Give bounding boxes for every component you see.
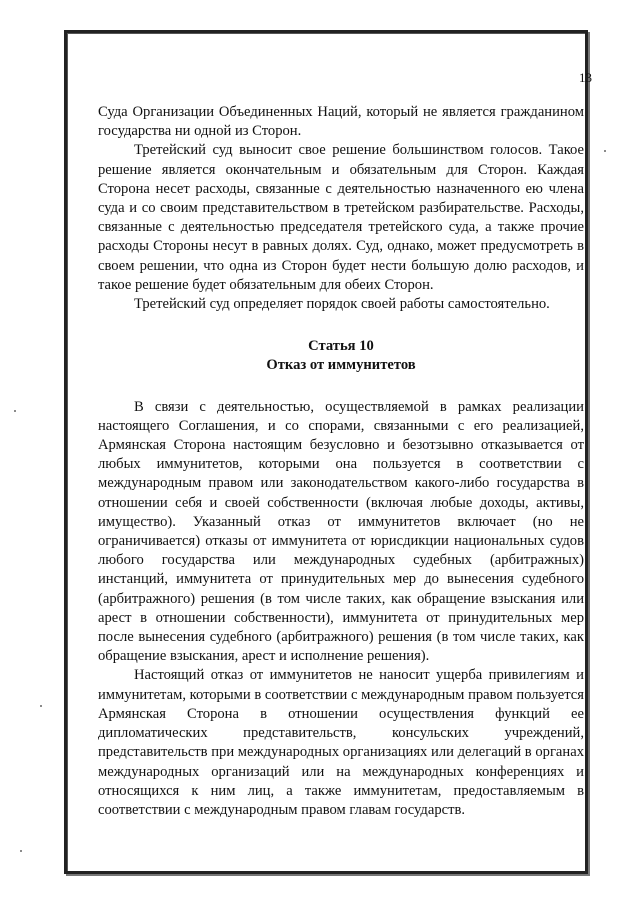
paragraph-continuation: Суда Организации Объединенных Наций, который не является гражданином государства ни одной из Сторон. [98,104,584,140]
paragraph-arbitration-decision: Третейский суд выносит свое решение большинством голосов. Такое решение является окончательным и обязательным для Сторон. Каждая Сторона несет расходы, связанные с деятельностью назначенного ею члена суда и со своим представительством в третейском разбирательстве. Расходы, связанные с деятельностью председателя третейского суда, а также прочие расходы Стороны несут в равных долях. Суд, однако, может предусмотреть в своем решении, что одна из Сторон будет нести большую долю расходов, и такое решение будет обязательным для обеих Сторон. [98,142,584,293]
paragraph-immunity-reservation: Настоящий отказ от иммунитетов не наносит ущерба привилегиям и иммунитетам, которыми в соответствии с международным правом пользуется Армянская Сторона в отношении осуществления функций ее дипломатических представительств, консульских учреждений, представительств при международных организациях или делегаций в органах международных организаций или на международных конференциях и относящихся к ним лиц, а также иммунитетам, предоставляемым в соответствии с международным правом главам государств. [98,667,584,818]
article-title: Отказ от иммунитетов [266,357,416,374]
article-number: Статья 10 [308,338,374,355]
scan-speck [604,150,606,152]
paragraph-immunity-waiver: В связи с деятельностью, осуществляемой в рамках реализации настоящего Соглашения, и со спорами, связанными с его реализацией, Армянская Сторона настоящим безусловно и безотзывно отказывается от любых иммунитетов, которыми она пользуется в соответствии с международным правом или законодательством какого-либо государства в отношении себя и своей собственности (включая любые доходы, активы, имущество). Указанный отказ от иммунитетов включает (но не ограничивается) отказы от иммунитета от юрисдикции национальных судов любого государства или международных судебных (арбитражных) инстанций, иммунитета от принудительных мер до вынесения судебного (арбитражного) решения (в том числе таких, как обращение взыскания или арест в отношении собственности), иммунитета от принудительных мер после вынесения судебного (арбитражного) решения (в том числе таких, как обращение взыскания, арест и исполнение решения). [98,398,584,665]
article-heading [98,337,584,375]
page-number: 13 [579,70,592,85]
scan-speck [14,410,16,412]
scan-speck [20,850,22,852]
paragraph-arbitration-procedure: Третейский суд определяет порядок своей работы самостоятельно. [134,296,550,313]
scan-speck [40,705,42,707]
document-body [98,103,584,820]
